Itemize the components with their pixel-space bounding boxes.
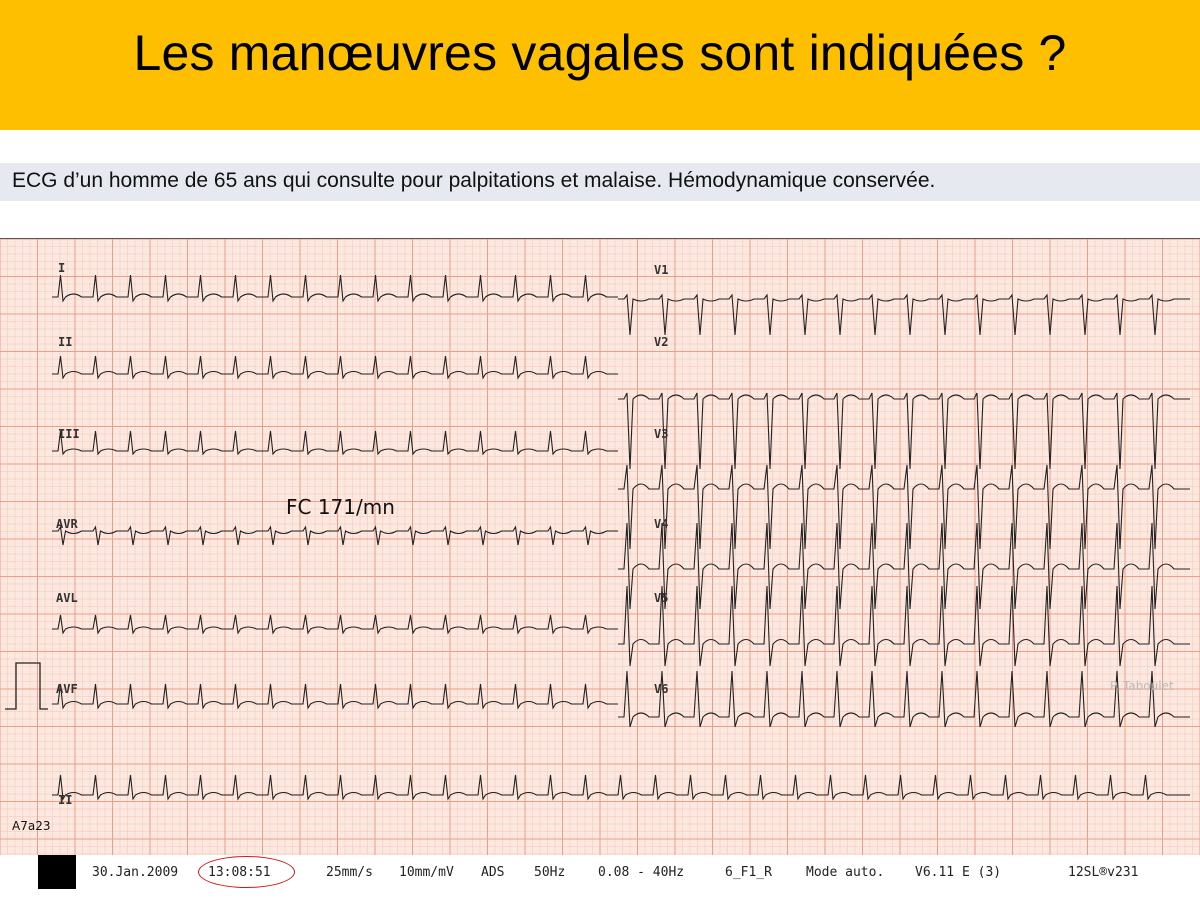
author-watermark: P. Taboulet xyxy=(1110,679,1174,693)
trace-III xyxy=(52,431,618,454)
lead-label-V2: V2 xyxy=(654,335,669,349)
footer-gain: 10mm/mV xyxy=(399,865,454,880)
slide-subtitle: ECG d’un homme de 65 ans qui consulte pour palpitations et malaise. Hémodynamique conservée. xyxy=(12,169,936,192)
lead-label-I: I xyxy=(58,261,66,275)
footer-format: 6_F1_R xyxy=(725,865,772,880)
trace-rhythm-II xyxy=(52,775,1190,799)
ecg-grid-and-traces xyxy=(0,239,1200,855)
footer-device: 12SL®v231 xyxy=(1068,865,1139,880)
heart-rate-annotation: FC 171/mn xyxy=(286,495,395,519)
lead-label-AVL: AVL xyxy=(56,591,78,605)
footer-version: V6.11 E (3) xyxy=(915,865,1002,880)
lead-label-AVF: AVF xyxy=(56,682,78,696)
trace-V6 xyxy=(618,671,1190,727)
ecg-footer xyxy=(0,855,1200,899)
trace-II xyxy=(52,356,618,378)
lead-label-V4: V4 xyxy=(654,517,669,531)
trace-V4 xyxy=(618,523,1190,609)
ecg-strip xyxy=(0,238,1200,898)
lead-label-V5: V5 xyxy=(654,591,669,605)
lead-label-V3: V3 xyxy=(654,427,669,441)
footer-mains-filter: 50Hz xyxy=(534,865,566,880)
trace-AVR xyxy=(52,527,618,545)
slide-title: Les manœuvres vagales sont indiquées ? xyxy=(133,25,1067,81)
title-banner xyxy=(0,0,1200,130)
lead-label-V6: V6 xyxy=(654,682,669,696)
footer-time: 13:08:51 xyxy=(208,865,271,880)
trace-AVL xyxy=(52,615,618,633)
footer-speed: 25mm/s xyxy=(326,865,373,880)
lead-label-III: III xyxy=(58,427,80,441)
record-code: A7a23 xyxy=(12,819,51,833)
trace-V3 xyxy=(618,465,1190,549)
marker-square xyxy=(38,855,76,889)
footer-date: 30.Jan.2009 xyxy=(92,865,179,880)
trace-AVF xyxy=(52,684,618,708)
lead-label-V1: V1 xyxy=(654,263,669,277)
trace-I xyxy=(52,275,618,301)
footer-mode: Mode auto. xyxy=(806,865,885,880)
footer-bandwidth: 0.08 - 40Hz xyxy=(598,865,685,880)
lead-label-rhythm-II: II xyxy=(58,793,73,807)
trace-V2 xyxy=(618,393,1190,469)
footer-ads: ADS xyxy=(481,865,505,880)
calibration-pulse xyxy=(5,663,48,709)
trace-V5 xyxy=(618,586,1190,666)
lead-label-II: II xyxy=(58,335,73,349)
lead-label-AVR: AVR xyxy=(56,517,78,531)
subtitle-bar xyxy=(0,163,1200,201)
